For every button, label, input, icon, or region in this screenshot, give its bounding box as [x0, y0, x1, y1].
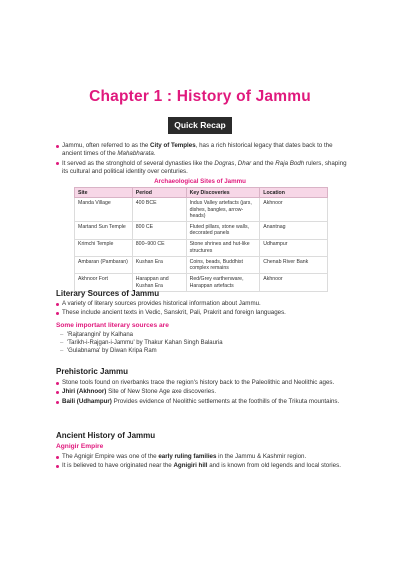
- intro-bullets: [56, 142, 348, 178]
- list-item: – 'Tarikh-i-Rajgan-i-Jammu' by Thakur Kahan Singh Balauria: [60, 340, 223, 348]
- table-cell: 800–900 CE: [132, 239, 186, 256]
- table-row: [75, 239, 328, 256]
- list-item: – 'Rajtarangini' by Kalhana: [60, 332, 223, 340]
- archaeological-sites-table: [74, 187, 328, 292]
- agnigir-empire-subheading: Agnigir Empire: [56, 443, 104, 450]
- list-item: Stone tools found on riverbanks trace the region's history back to the Paleolithic and Neolithic ages.: [56, 379, 348, 387]
- table-row: [75, 257, 328, 274]
- ancient-bullets: [56, 453, 348, 472]
- table-cell: Stone shrines and hut-like structures: [186, 239, 260, 256]
- table-cell: Red/Grey earthenware, Harappan artefacts: [186, 274, 260, 291]
- literary-sources-list: [60, 332, 223, 356]
- table-cell: Coins, beads, Buddhist complex remains: [186, 257, 260, 274]
- chapter-title: Chapter 1 : History of Jammu: [89, 88, 311, 105]
- table-cell: Harappan and Kushan Era: [132, 274, 186, 291]
- list-item: – 'Gulabnama' by Diwan Kripa Ram: [60, 348, 223, 356]
- table-cell: Indus Valley artefacts (jars, dishes, bangles, arrow-heads): [186, 198, 260, 222]
- literary-sources-heading: Literary Sources of Jammu: [56, 289, 160, 298]
- table-cell: Chenab River Bank: [260, 257, 328, 274]
- intro-bullet-1: Jammu, often referred to as the City of Temples, has a rich historical legacy that dates back to the ancient times of the Mahabharata.: [56, 142, 348, 159]
- ancient-history-heading: Ancient History of Jammu: [56, 431, 156, 440]
- list-item: Baili (Udhampur) Provides evidence of Neolithic settlements at the foothills of the Trikuta mountains.: [56, 398, 348, 406]
- table-cell: Krimchi Temple: [75, 239, 133, 256]
- table-row: [75, 222, 328, 239]
- intro-bullet-2: It served as the stronghold of several dynasties like the Dogras, Dhar and the Raja Bodh rulers, shaping its cultural and political identity over centuries.: [56, 160, 348, 177]
- table-cell: Anantnag: [260, 222, 328, 239]
- table-cell: Akhnoor: [260, 198, 328, 222]
- table-cell: Martand Sun Temple: [75, 222, 133, 239]
- quick-recap-label: Quick Recap: [168, 117, 232, 134]
- table-caption: Archaeological Sites of Jammu: [154, 178, 246, 185]
- table-cell: Manda Village: [75, 198, 133, 222]
- literary-sources-subheading: Some important literary sources are: [56, 322, 169, 329]
- prehistoric-bullets: [56, 379, 348, 407]
- list-item: It is believed to have originated near the Agnigiri hill and is known from old legends and local stories.: [56, 462, 348, 470]
- prehistoric-heading: Prehistoric Jammu: [56, 367, 129, 376]
- list-item: These include ancient texts in Vedic, Sanskrit, Pali, Prakrit and foreign languages.: [56, 309, 348, 317]
- table-header-row: [75, 188, 328, 198]
- table-cell: Kushan Era: [132, 257, 186, 274]
- table-cell: Fluted pillars, stone walls, decorated panels: [186, 222, 260, 239]
- list-item: The Agnigir Empire was one of the early ruling families in the Jammu & Kashmir region.: [56, 453, 348, 461]
- column-header: Key Discoveries: [186, 188, 260, 198]
- table-cell: Udhampur: [260, 239, 328, 256]
- column-header: Period: [132, 188, 186, 198]
- table-cell: 800 CE: [132, 222, 186, 239]
- table-row: [75, 198, 328, 222]
- table-cell: Ambaran (Pambaran): [75, 257, 133, 274]
- column-header: Site: [75, 188, 133, 198]
- table-cell: Akhnoor Fort: [75, 274, 133, 291]
- list-item: A variety of literary sources provides historical information about Jammu.: [56, 300, 348, 308]
- table-cell: Akhnoor: [260, 274, 328, 291]
- list-item: Jhiri (Akhnoor) Site of New Stone Age axe discoveries.: [56, 388, 348, 396]
- column-header: Location: [260, 188, 328, 198]
- table-cell: 400 BCE: [132, 198, 186, 222]
- literary-bullets: [56, 300, 348, 319]
